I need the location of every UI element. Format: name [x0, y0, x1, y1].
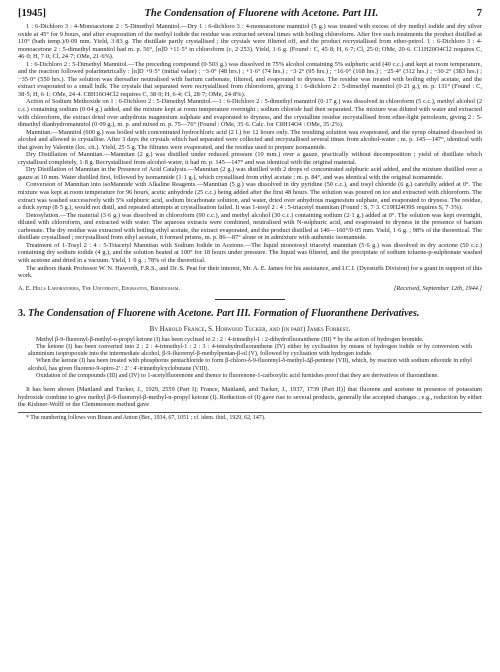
header-running-title: The Condensation of Fluorene with Acetone. Part III. [144, 8, 379, 19]
paragraph-detosylation: Detosylation.—The material (3·6 g.) was dissolved in chloroform (90 c.c.), and methyl alcohol (30 c.c.) containing sodium (2·1 g.) added at 0°. The solution was kept overnight, diluted with chloroform, and extracted with water. The aqueous extracts were combined, neutralised with N-sulphuric acid, and evaporated to dryness in the presence of barium carbonate. The dry residue was extracted with boiling ethyl acetate, the extract evaporated, and the product distilled at 140—160°/0·05 mm. Yield, 1·6 g. ; 98% of the theoretical. The distillate crystallised ; recrystallised from ethyl acetate, it formed prisms, m. p. 86—87° alone or in admixture with authentic isomannide. [18, 211, 482, 242]
article-number: 3. [18, 307, 26, 319]
article-authors: By Harold France, S. Horwood Tucker, and (in part) James Forrest. [149, 324, 351, 333]
affiliation-line [18, 285, 482, 292]
header-page-number: 7 [476, 8, 482, 19]
paragraph-dichloro-dimethyl: 1 : 6-Dichloro 2 : 5-Dimethyl Mannitol.—The preceding compound (0·503 g.) was dissolved in 75% alcohol containing 5% sulphuric acid (40 c.c.) and kept at room temperature, and the reaction followed polarimetrically : [α]D +9·5° (initial value) ; −3·0° (48 hrs.) ; +1·6° (74 hrs.) ; −3·2° (95 hrs.) ; −16·0° (168 hrs.) ; −25·4° (312 hrs.) ; −30·2° (383 hrs.) ; −35·0° (550 hrs.). The solution was thereafter neutralised with barium carbonate, filtered, and evaporated to dryness. The residue was treated with boiling ethyl acetate, and the extract evaporated to a small bulk. The crystals that separated were recrystallised from chloroform, giving 1 : 6-dichloro 2 : 5-dimethyl mannitol (0·21 g.), m. p. 131° (Found : C, 38·5; H, 6·1; OMe, 24·4. C8H16O4Cl2 requires C, 38·9; H, 6·4; Cl, 28·7; OMe, 24·8%). [18, 60, 482, 98]
paragraph-conversion: Conversion of Mannitan into isoMannide with Alkaline Reagents.—Mannitan (5 g.) was dissolved in dry pyridine (50 c.c.), and tosyl chloride (6 g.) carefully added at 0°. The mixture was kept at room temperature for 96 hours, acetic anhydride (25 c.c.) being added after the first 48 hours. The solution was poured on ice and extracted with chloroform. The extract was washed successively with 5% sulphuric acid, sodium bicarbonate solution, and water, dried over anhydrous magnesium sulphate, and evaporated to dryness. The residue, a thick syrup (8·5 g.), would not distil, and repeated attempts at crystallisation failed. It was 1-tosyl 2 : 4 : 5-triacetyl mannitan (Found : S, 7·3. C19H24O9S requires S, 7·3%). [18, 181, 482, 212]
paragraph-acknowledgement: The authors thank Professor W. N. Haworth, F.R.S., and Dr. S. Peat for their interest, Mr. A. E. James for his assistance, and I.C.I. (Dyestuffs Division) for a grant in support of this work. [18, 264, 482, 280]
intro-paragraph: It has been shown [Maitland and Tucker, J., 1929, 2559 (Part I); France, Maitland, and Tucker, J., 1937, 1739 (Part II)] that fluorene and acetone in presence of potassium hydroxide combine to give methyl β-9-fluorenyl-β-methyl-n-propyl ketone (I). Reduction of (I) gave rise to several products, generally the accepted changes ; e.g., reduction by either the Kishner-Wolff or the Clemmensen method gave [18, 386, 482, 409]
paragraph-acid-catalysts: Dry Distillation of Mannitan in the Presence of Acid Catalysts.—Mannitan (2 g.) was distilled with 2 drops of concentrated sulphuric acid added, and the mixture distilled over a gauze at 10 mm. Water distilled first, followed by isomannide (1·1 g.), which crystallised from ethyl acetate ; m. p. 84°, and was identical with the original isomannide. [18, 166, 482, 181]
running-header [18, 8, 482, 19]
paragraph-sodium-methoxide: Action of Sodium Methoxide on 1 : 6-Dichloro 2 : 5-Dimethyl Mannitol.—1 : 6-Dichloro 2 : 5-dimethyl mannitol (0·17 g.) was dissolved in chloroform (5 c.c.), methyl alcohol (2 c.c.) containing sodium (0·04 g.) added, and the mixture kept at room temperature overnight ; sodium chloride had then separated. The mixture was diluted with water and extracted with chloroform, the extract dried over anhydrous magnesium sulphate and evaporated to dryness, and the crystalline residue recrystallised from ether-light petroleum, giving 2 : 5-dimethyl dianhydromannitol (0·09 g.), m. p. and mixed m. p. 75—76° (Found : OMe, 35·6. Calc. for C8H14O4 : OMe, 35·2%). [18, 98, 482, 129]
paragraph-mannitan: Mannitan.—Mannitol (600 g.) was boiled with concentrated hydrochloric acid (2 l.) for 12 hours only. The resulting solution was evaporated, and the syrup obtained dissolved in alcohol and allowed to crystallise. After 3 days the crystals which had separated were collected and recrystallised several times from alcohol-water ; m. p. 145—147°, identical with that given by Valentin (loc. cit.). Yield, 25·5 g. The filtrates were evaporated, and the residue used to prepare isomannide. [18, 128, 482, 151]
paragraph-dichloro-monoacetone: 1 : 6-Dichloro 3 : 4-Monoacetone 2 : 5-Dimethyl Mannitol.—Dry 1 : 6-dichloro 3 : 4-monoacetone mannitol (5 g.) was treated with excess of dry methyl iodide and dry silver oxide at 45° for 9 hours, and after evaporation of the methyl iodide the residue was extracted several times with boiling chloroform. After five such treatments the product distilled at 110° (bath temp.)/0·09 mm. Yield, 3·83 g. The distillate partly crystallised ; the crystals were filtered off, and the product recrystallised from ether-petrol. 1 : 6-Dichloro 3 : 4-monoacetone 2 : 5-dimethyl mannitol had m. p. 56°, [α]D +11·5° in chloroform (c, 2·253). Yield, 1·6 g. (Found : C, 45·8; H, 6·7; Cl, 25·0; OMe, 20·6. C11H20O4Cl2 requires C, 46·0; H, 7·0; Cl, 24·7; OMe, 21·6%). [18, 23, 482, 61]
article-title-text: The Condensation of Fluorene with Acetone. Part III. Formation of Fluoranthene Derivatives. [28, 307, 420, 319]
paragraph-dry-distillation: Dry Distillation of Mannitan.—Mannitan (2 g.) was distilled under reduced pressure (10 mm.) over a gauze, practically without decomposition ; yield of distillate which crystallised completely, 1·8 g. Recrystallised from alcohol-water, it had m. p. 145—147° and was identical with the original material. [18, 151, 482, 166]
article-title [18, 308, 482, 320]
article-introduction [18, 386, 482, 409]
abstract-paragraph: Oxidation of the compounds (III) and (IV) to 1-acetylfluorenone and thence to fluorenone-1-carboxylic acid furnishes proof that they are derivatives of fluoranthene. [36, 373, 439, 380]
received-date: [Received, September 12th, 1944.] [393, 284, 482, 292]
experimental-section [18, 23, 482, 280]
section-divider [215, 299, 285, 300]
abstract-paragraph: The ketone (I) has been converted into 2 : 2 : 4-trimethyl-1 : 2 : 3 : 4-tetrahydrofluoranthene (IV) either by cyclisation by means of hydrogen iodide or by conversion with aluminium isopropoxide into the intermediate alcohol, β-9-fluorenyl-β-methylpentan-β-ol (V), followed by cyclisation with hydrogen iodide. [28, 343, 472, 358]
paragraph-sodium-iodide: Treatment of 1-Tosyl 2 : 4 : 5-Triacetyl Mannitan with Sodium Iodide in Acetone.—The liquid monotosyl triacetyl mannitan (5·6 g.) was dissolved in dry acetone (50 c.c.) containing dry sodium iodide (4 g.), and the solution heated at 100° for 18 hours under pressure. The liquid was filtered, and the precipitate of sodium toluene-p-sulphonate washed with acetone and dried in a vacuum. Yield, 1·9 g. ; 78% of the theoretical. [18, 241, 482, 264]
article-abstract [18, 337, 482, 381]
affiliation-lab: A. E. Hills Laboratories, The University, Edgbaston, Birmingham. [18, 284, 181, 292]
abstract-paragraph: Methyl β-9-fluorenyl-β-methyl-n-propyl ketone (I) has been cyclised to 2 : 2 : 4-trimethyl-1 : 2-dihydrofluoranthene (III) * by the action of hydrogen bromide. [36, 336, 424, 343]
abstract-paragraph: When the ketone (I) has been treated with phosphorus pentachloride to form β-chloro-δ-9-fluorenyl-δ-methyl-Δβ-pentene (VII), which, by reaction with sodium ethoxide in ethyl alcohol, has given fluoreno-9-spiro-2' : 2' : 4'-trimethylcyclobutane (VIII). [28, 358, 472, 372]
header-year: [1945] [18, 8, 46, 19]
footnote: * The numbering follows von Braun and Anton (Ber., 1934, 67, 1051 ; cf. idem. ibid., 1929, 62, 147). [18, 412, 482, 421]
